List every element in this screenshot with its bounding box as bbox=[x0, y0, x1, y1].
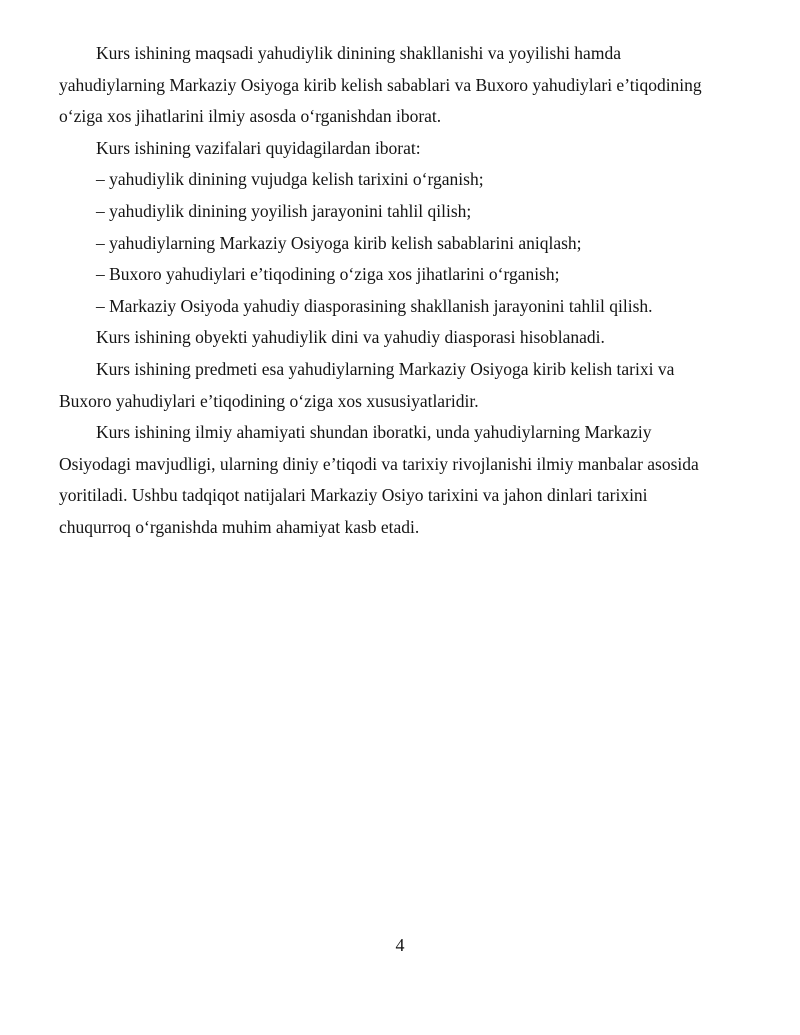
significance-paragraph-line: Kurs ishining ilmiy ahamiyati shundan iboratki, unda yahudiylarning Markaziy bbox=[96, 422, 652, 443]
tasks-intro: Kurs ishining vazifalari quyidagilardan iborat: bbox=[96, 137, 421, 158]
subject-paragraph-line: Buxoro yahudiylari e’tiqodining o‘ziga xos xususiyatlaridir. bbox=[59, 390, 479, 411]
task-item: – yahudiylik dinining vujudga kelish tarixini o‘rganish; bbox=[96, 169, 484, 190]
task-item: – Buxoro yahudiylari e’tiqodining o‘ziga xos jihatlarini o‘rganish; bbox=[96, 264, 560, 285]
object-paragraph: Kurs ishining obyekti yahudiylik dini va yahudiy diasporasi hisoblanadi. bbox=[96, 327, 605, 348]
subject-paragraph-line: Kurs ishining predmeti esa yahudiylarning Markaziy Osiyoga kirib kelish tarixi va bbox=[96, 358, 675, 379]
task-item: – Markaziy Osiyoda yahudiy diasporasining shakllanish jarayonini tahlil qilish. bbox=[96, 295, 653, 316]
task-item: – yahudiylik dinining yoyilish jarayonini tahlil qilish; bbox=[96, 200, 472, 221]
page-number: 4 bbox=[395, 935, 405, 955]
task-item: – yahudiylarning Markaziy Osiyoga kirib kelish sabablarini aniqlash; bbox=[96, 232, 582, 253]
significance-paragraph-line: chuqurroq o‘rganishda muhim ahamiyat kasb etadi. bbox=[59, 516, 420, 537]
aim-paragraph-line: o‘ziga xos jihatlarini ilmiy asosda o‘rganishdan iborat. bbox=[59, 106, 442, 127]
body-text bbox=[59, 38, 744, 544]
aim-paragraph-line: yahudiylarning Markaziy Osiyoga kirib kelish sabablari va Buxoro yahudiylari e’tiqodining bbox=[59, 74, 702, 95]
significance-paragraph-line: yoritiladi. Ushbu tadqiqot natijalari Markaziy Osiyo tarixini va jahon dinlari tarixini bbox=[59, 485, 648, 506]
significance-paragraph-line: Osiyodagi mavjudligi, ularning diniy e’tiqodi va tarixiy rivojlanishi ilmiy manbalar asosida bbox=[59, 453, 699, 474]
aim-paragraph-line: Kurs ishining maqsadi yahudiylik dinining shakllanishi va yoyilishi hamda bbox=[96, 43, 621, 63]
